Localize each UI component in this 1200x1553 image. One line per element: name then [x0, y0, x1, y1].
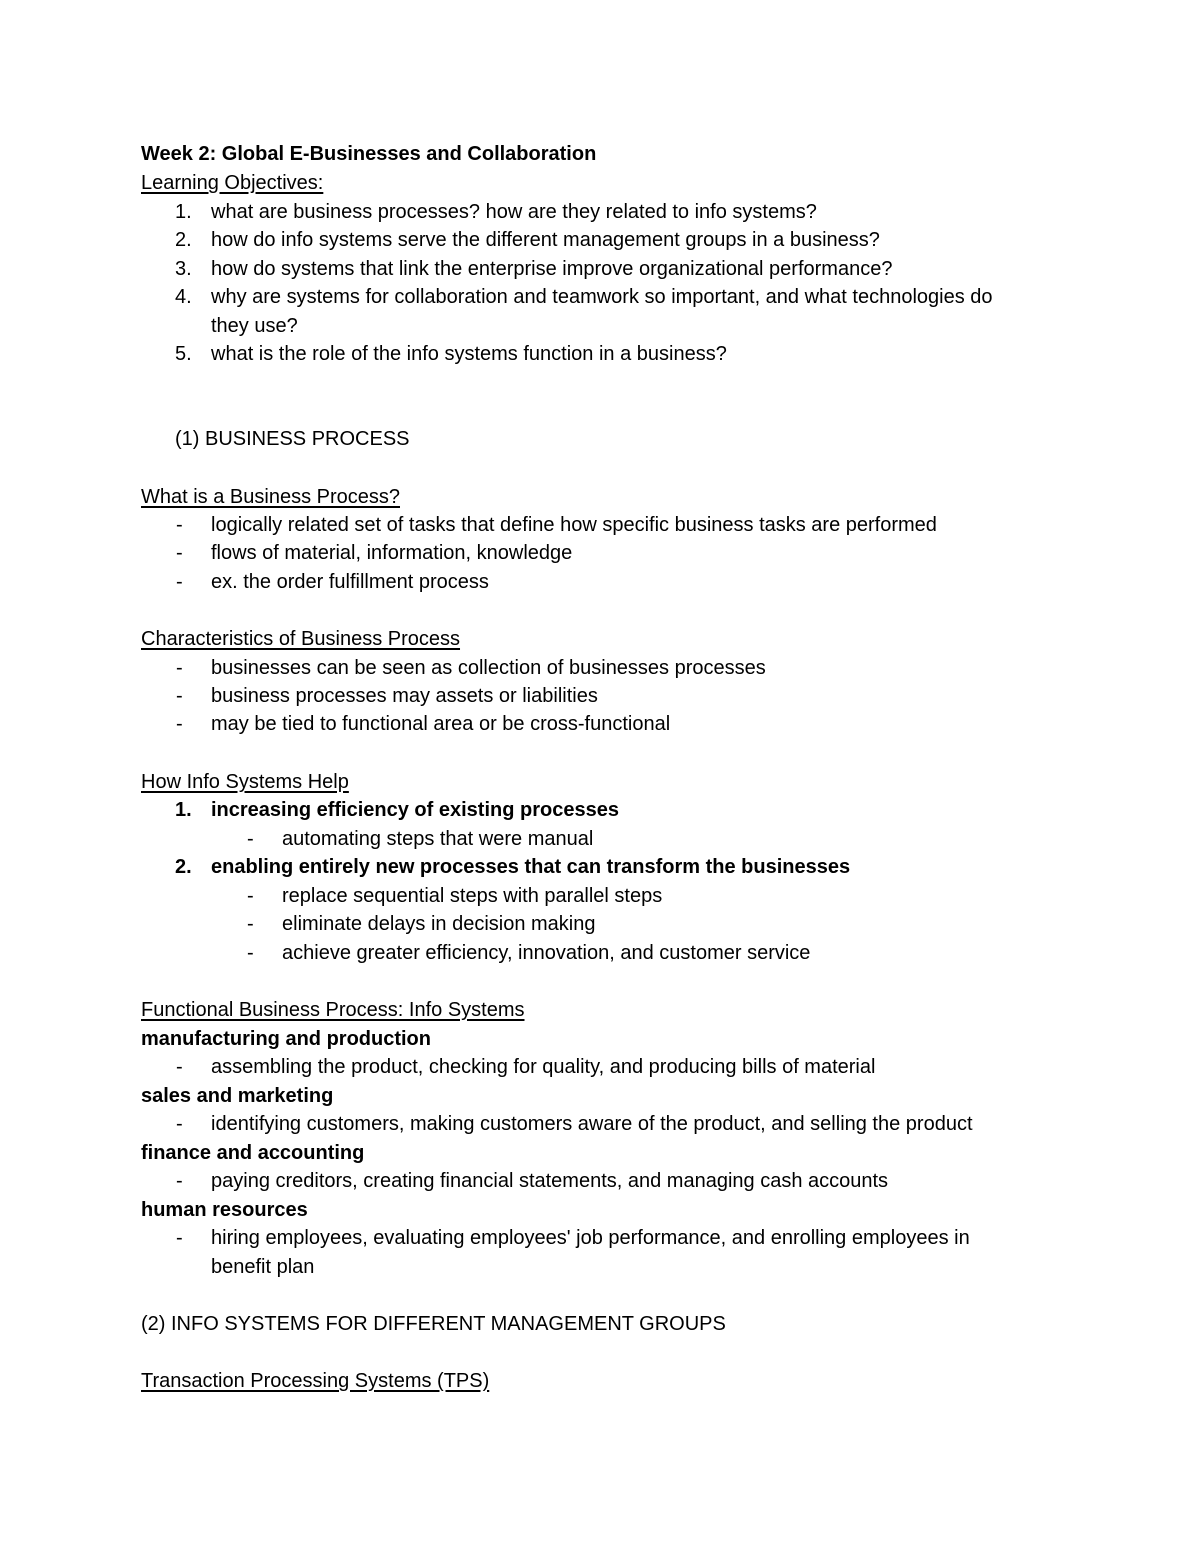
- subheading: Functional Business Process: Info Systems: [141, 999, 525, 1021]
- bullet-dash: -: [176, 1170, 183, 1192]
- bullet-dash: -: [247, 885, 254, 907]
- bullet-dash: -: [176, 571, 183, 593]
- bullet-dash: -: [247, 828, 254, 850]
- list-item: how do systems that link the enterprise improve organizational performance?: [211, 258, 893, 280]
- subheading: How Info Systems Help: [141, 771, 349, 793]
- bullet-dash: -: [176, 542, 183, 564]
- list-item: enabling entirely new processes that can transform the businesses: [211, 856, 851, 878]
- bullet-item: flows of material, information, knowledge: [211, 542, 573, 564]
- list-item-continuation: they use?: [211, 315, 298, 337]
- area-desc: identifying customers, making customers aware of the product, and selling the product: [211, 1113, 973, 1135]
- bullet-dash: -: [176, 514, 183, 536]
- bullet-dash: -: [176, 1056, 183, 1078]
- bullet-dash: -: [176, 685, 183, 707]
- list-number: 4.: [175, 286, 192, 308]
- list-number: 3.: [175, 258, 192, 280]
- bullet-item: achieve greater efficiency, innovation, and customer service: [282, 942, 811, 964]
- area-desc: assembling the product, checking for quality, and producing bills of material: [211, 1056, 876, 1078]
- list-item: why are systems for collaboration and teamwork so important, and what technologies do: [211, 286, 993, 308]
- bullet-item: automating steps that were manual: [282, 828, 594, 850]
- list-item: increasing efficiency of existing processes: [211, 799, 619, 821]
- bullet-item: replace sequential steps with parallel steps: [282, 885, 663, 907]
- area-name: human resources: [141, 1199, 308, 1221]
- subheading: Characteristics of Business Process: [141, 628, 461, 650]
- bullet-item: businesses can be seen as collection of businesses processes: [211, 657, 766, 679]
- bullet-dash: -: [247, 913, 254, 935]
- bullet-item: business processes may assets or liabilities: [211, 685, 598, 707]
- area-name: sales and marketing: [141, 1085, 334, 1107]
- objectives-heading: Learning Objectives:: [141, 172, 324, 194]
- area-name: finance and accounting: [141, 1142, 365, 1164]
- bullet-item: ex. the order fulfillment process: [211, 571, 489, 593]
- subheading: What is a Business Process?: [141, 486, 400, 508]
- list-number: 1.: [175, 201, 192, 223]
- subheading: Transaction Processing Systems (TPS): [141, 1370, 490, 1392]
- bullet-dash: -: [176, 1113, 183, 1135]
- list-number: 2.: [175, 229, 192, 251]
- area-name: manufacturing and production: [141, 1028, 431, 1050]
- bullet-dash: -: [247, 942, 254, 964]
- list-number: 1.: [175, 799, 192, 821]
- bullet-item: may be tied to functional area or be cross-functional: [211, 713, 671, 735]
- list-item: what is the role of the info systems function in a business?: [211, 343, 727, 365]
- document-title: Week 2: Global E-Businesses and Collaboration: [141, 143, 597, 165]
- area-desc-continuation: benefit plan: [211, 1256, 315, 1278]
- list-number: 2.: [175, 856, 192, 878]
- bullet-dash: -: [176, 1227, 183, 1249]
- section-heading: (1) BUSINESS PROCESS: [175, 428, 410, 450]
- bullet-dash: -: [176, 657, 183, 679]
- list-number: 5.: [175, 343, 192, 365]
- bullet-dash: -: [176, 713, 183, 735]
- list-item: what are business processes? how are they related to info systems?: [211, 201, 817, 223]
- bullet-item: eliminate delays in decision making: [282, 913, 596, 935]
- section-heading: (2) INFO SYSTEMS FOR DIFFERENT MANAGEMENT GROUPS: [141, 1313, 726, 1335]
- bullet-item: logically related set of tasks that define how specific business tasks are performed: [211, 514, 937, 536]
- area-desc: paying creditors, creating financial statements, and managing cash accounts: [211, 1170, 889, 1192]
- area-desc: hiring employees, evaluating employees' job performance, and enrolling employees in: [211, 1227, 970, 1249]
- list-item: how do info systems serve the different management groups in a business?: [211, 229, 880, 251]
